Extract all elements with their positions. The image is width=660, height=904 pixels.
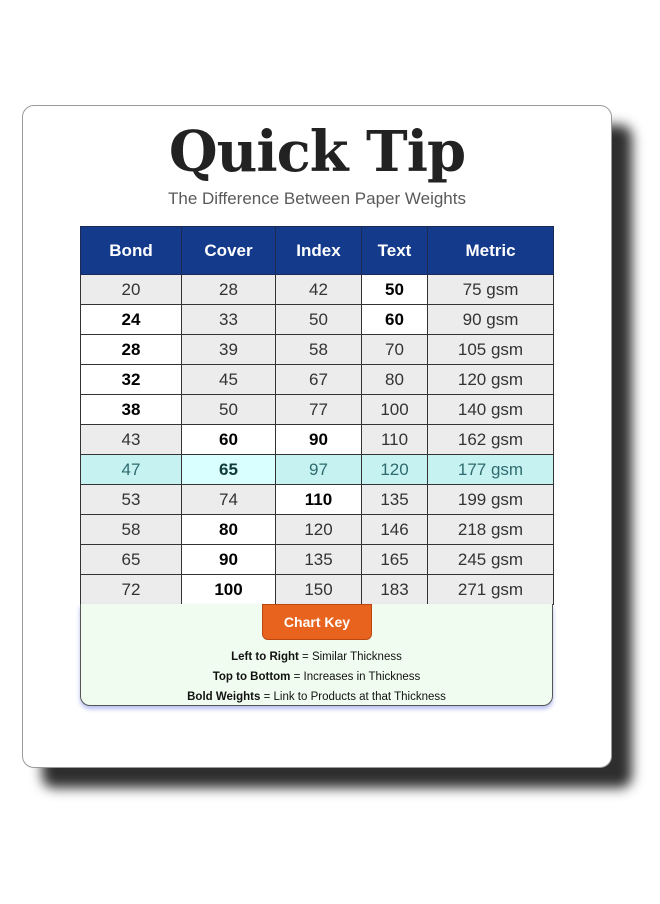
table-cell-metric: 105 gsm bbox=[428, 335, 554, 365]
column-header-metric: Metric bbox=[428, 227, 554, 275]
table-cell-metric: 75 gsm bbox=[428, 275, 554, 305]
table-cell-text[interactable]: 60 bbox=[362, 305, 428, 335]
table-cell-bond: 20 bbox=[81, 275, 182, 305]
table-cell-text: 80 bbox=[362, 365, 428, 395]
table-header-row bbox=[81, 227, 554, 275]
chart-key-legend bbox=[81, 647, 552, 707]
table-row bbox=[81, 545, 554, 575]
table-row bbox=[81, 455, 554, 485]
table-cell-bond[interactable]: 24 bbox=[81, 305, 182, 335]
key-line-top-to-bottom bbox=[81, 667, 552, 687]
table-cell-cover: 39 bbox=[182, 335, 276, 365]
table-cell-cover[interactable]: 60 bbox=[182, 425, 276, 455]
table-cell-text: 183 bbox=[362, 575, 428, 605]
table-cell-bond: 53 bbox=[81, 485, 182, 515]
table-cell-metric: 90 gsm bbox=[428, 305, 554, 335]
table-cell-metric: 177 gsm bbox=[428, 455, 554, 485]
table-row bbox=[81, 515, 554, 545]
table-cell-index[interactable]: 110 bbox=[276, 485, 362, 515]
page-subtitle: The Difference Between Paper Weights bbox=[168, 189, 466, 208]
key-line-desc: = Link to Products at that Thickness bbox=[260, 691, 446, 703]
table-cell-cover: 74 bbox=[182, 485, 276, 515]
table-cell-index: 97 bbox=[276, 455, 362, 485]
table-cell-index: 120 bbox=[276, 515, 362, 545]
table-cell-index: 50 bbox=[276, 305, 362, 335]
key-line-term: Top to Bottom bbox=[212, 671, 291, 683]
table-row bbox=[81, 425, 554, 455]
table-cell-text: 100 bbox=[362, 395, 428, 425]
table-cell-text[interactable]: 50 bbox=[362, 275, 428, 305]
table-row bbox=[81, 275, 554, 305]
table-cell-text: 146 bbox=[362, 515, 428, 545]
table-cell-bond: 43 bbox=[81, 425, 182, 455]
table-row bbox=[81, 575, 554, 605]
table-cell-index: 42 bbox=[276, 275, 362, 305]
column-header-cover: Cover bbox=[182, 227, 276, 275]
paper-weight-chart bbox=[80, 226, 553, 706]
table-row bbox=[81, 305, 554, 335]
chart-key-button[interactable]: Chart Key bbox=[262, 604, 372, 640]
table-cell-bond: 72 bbox=[81, 575, 182, 605]
table-cell-bond: 47 bbox=[81, 455, 182, 485]
chart-key-panel bbox=[80, 604, 553, 706]
table-cell-metric: 245 gsm bbox=[428, 545, 554, 575]
table-cell-bond[interactable]: 28 bbox=[81, 335, 182, 365]
table-cell-text: 120 bbox=[362, 455, 428, 485]
quick-tip-card bbox=[22, 105, 612, 768]
table-row bbox=[81, 485, 554, 515]
table-cell-cover[interactable]: 65 bbox=[182, 455, 276, 485]
table-cell-cover: 33 bbox=[182, 305, 276, 335]
table-cell-bond: 65 bbox=[81, 545, 182, 575]
table-cell-index[interactable]: 90 bbox=[276, 425, 362, 455]
table-cell-text: 110 bbox=[362, 425, 428, 455]
table-cell-metric: 162 gsm bbox=[428, 425, 554, 455]
table-cell-cover[interactable]: 90 bbox=[182, 545, 276, 575]
table-cell-index: 150 bbox=[276, 575, 362, 605]
key-line-desc: = Increases in Thickness bbox=[290, 671, 421, 683]
key-line-term: Bold Weights bbox=[187, 691, 261, 703]
column-header-bond: Bond bbox=[81, 227, 182, 275]
table-cell-text: 165 bbox=[362, 545, 428, 575]
page-title: Quick Tip bbox=[168, 119, 466, 185]
table-cell-metric: 120 gsm bbox=[428, 365, 554, 395]
table-cell-index: 67 bbox=[276, 365, 362, 395]
column-header-index: Index bbox=[276, 227, 362, 275]
key-line-left-to-right bbox=[81, 647, 552, 667]
table-cell-metric: 199 gsm bbox=[428, 485, 554, 515]
table-cell-cover[interactable]: 80 bbox=[182, 515, 276, 545]
table-cell-index: 77 bbox=[276, 395, 362, 425]
key-line-term: Left to Right bbox=[231, 651, 299, 663]
table-cell-cover[interactable]: 100 bbox=[182, 575, 276, 605]
table-cell-bond: 58 bbox=[81, 515, 182, 545]
table-row bbox=[81, 365, 554, 395]
table-cell-metric: 218 gsm bbox=[428, 515, 554, 545]
table-cell-metric: 271 gsm bbox=[428, 575, 554, 605]
table-row bbox=[81, 395, 554, 425]
table-cell-cover: 45 bbox=[182, 365, 276, 395]
key-line-desc: = Similar Thickness bbox=[298, 651, 402, 663]
table-cell-cover: 50 bbox=[182, 395, 276, 425]
table-cell-index: 58 bbox=[276, 335, 362, 365]
table-cell-cover: 28 bbox=[182, 275, 276, 305]
table-cell-text: 135 bbox=[362, 485, 428, 515]
paper-weight-table bbox=[80, 226, 554, 605]
table-body bbox=[81, 275, 554, 605]
table-row bbox=[81, 335, 554, 365]
table-cell-text: 70 bbox=[362, 335, 428, 365]
table-cell-index: 135 bbox=[276, 545, 362, 575]
column-header-text: Text bbox=[362, 227, 428, 275]
table-cell-bond[interactable]: 38 bbox=[81, 395, 182, 425]
table-cell-bond[interactable]: 32 bbox=[81, 365, 182, 395]
key-line-bold-weights bbox=[81, 687, 552, 707]
table-cell-metric: 140 gsm bbox=[428, 395, 554, 425]
